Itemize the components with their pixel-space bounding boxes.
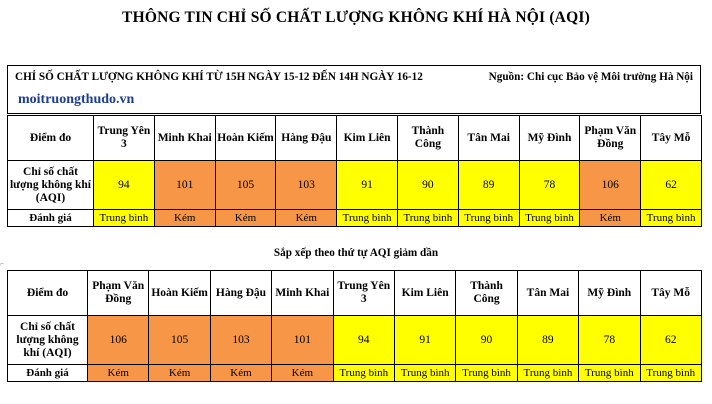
aqi-value: 90: [456, 316, 517, 365]
aqi-value: 78: [519, 161, 580, 210]
aqi-table-by-station: [7, 115, 702, 227]
aqi-value: 94: [94, 161, 155, 210]
rating-row: [8, 365, 702, 382]
aqi-value: 90: [397, 161, 458, 210]
station-name: Minh Khai: [154, 116, 215, 161]
station-name: Tân Mai: [458, 116, 519, 161]
station-name: Thành Công: [456, 271, 517, 316]
station-name: Hàng Đậu: [276, 116, 337, 161]
station-name: Thành Công: [397, 116, 458, 161]
aqi-value: 103: [210, 316, 271, 365]
station-name: Hoàn Kiếm: [149, 271, 210, 316]
sort-subtitle: Sắp xếp theo thứ tự AQI giảm dần: [273, 247, 439, 259]
info-box: [7, 65, 701, 114]
aqi-value: 94: [333, 316, 394, 365]
rating-value: Kém: [88, 365, 149, 382]
rating-value: Kém: [276, 210, 337, 227]
rating-value: Trung bình: [394, 365, 455, 382]
rating-value: Trung bình: [456, 365, 517, 382]
aqi-value: 78: [579, 316, 640, 365]
aqi-row: [8, 161, 702, 210]
station-name: Hoàn Kiếm: [215, 116, 276, 161]
rating-value: Trung bình: [94, 210, 155, 227]
station-name: Minh Khai: [272, 271, 333, 316]
aqi-value: 106: [580, 161, 641, 210]
rating-value: Trung bình: [579, 365, 640, 382]
rating-value: Trung bình: [641, 210, 702, 227]
aqi-row: [8, 316, 702, 365]
rating-value: Trung bình: [337, 210, 398, 227]
station-name: Kim Liên: [394, 271, 455, 316]
rating-row: [8, 210, 702, 227]
aqi-value: 101: [272, 316, 333, 365]
aqi-value: 105: [149, 316, 210, 365]
rating-value: Kém: [210, 365, 271, 382]
station-name: Mỹ Đình: [579, 271, 640, 316]
header-row: [8, 271, 702, 316]
rating-value: Kém: [149, 365, 210, 382]
row-label-aqi: Chỉ số chất lượng không khí (AQI): [8, 316, 88, 365]
aqi-value: 103: [276, 161, 337, 210]
row-label-rating: Đánh giá: [8, 365, 88, 382]
aqi-table-sorted: [7, 270, 702, 382]
rating-value: Kém: [580, 210, 641, 227]
station-name: Tân Mai: [517, 271, 578, 316]
aqi-value: 89: [458, 161, 519, 210]
info-heading: CHỈ SỐ CHẤT LƯỢNG KHÔNG KHÍ TỪ 15H NGÀY 15-12 ĐẾN 14H NGÀY 16-12: [15, 71, 423, 83]
station-name: Trung Yên 3: [94, 116, 155, 161]
station-name: Phạm Văn Đồng: [88, 271, 149, 316]
row-label-station: Điểm đo: [8, 116, 94, 161]
rating-value: Trung bình: [333, 365, 394, 382]
station-name: Tây Mỗ: [641, 116, 702, 161]
aqi-value: 105: [215, 161, 276, 210]
row-label-rating: Đánh giá: [8, 210, 94, 227]
row-label-station: Điểm đo: [8, 271, 88, 316]
rating-value: Trung bình: [640, 365, 701, 382]
station-name: Trung Yên 3: [333, 271, 394, 316]
aqi-value: 91: [337, 161, 398, 210]
station-name: Tây Mỗ: [640, 271, 701, 316]
aqi-value: 62: [641, 161, 702, 210]
aqi-value: 89: [517, 316, 578, 365]
station-name: Mỹ Đình: [519, 116, 580, 161]
aqi-value: 106: [88, 316, 149, 365]
website-link[interactable]: moitruongthudo.vn: [18, 92, 135, 107]
station-name: Kim Liên: [337, 116, 398, 161]
row-label-aqi: Chỉ số chất lượng không khí (AQI): [8, 161, 94, 210]
rating-value: Kém: [272, 365, 333, 382]
rating-value: Kém: [154, 210, 215, 227]
rating-value: Kém: [215, 210, 276, 227]
rating-value: Trung bình: [519, 210, 580, 227]
rating-value: Trung bình: [517, 365, 578, 382]
aqi-value: 101: [154, 161, 215, 210]
aqi-value: 91: [394, 316, 455, 365]
rating-value: Trung bình: [458, 210, 519, 227]
aqi-value: 62: [640, 316, 701, 365]
info-source: Nguồn: Chi cục Bảo vệ Môi trường Hà Nội: [488, 71, 693, 83]
page-title: THÔNG TIN CHỈ SỐ CHẤT LƯỢNG KHÔNG KHÍ HÀ NỘI (AQI): [122, 9, 590, 26]
anchor-marker-icon: ⌐: [0, 260, 4, 268]
station-name: Hàng Đậu: [210, 271, 271, 316]
header-row: [8, 116, 702, 161]
rating-value: Trung bình: [397, 210, 458, 227]
station-name: Phạm Văn Đồng: [580, 116, 641, 161]
